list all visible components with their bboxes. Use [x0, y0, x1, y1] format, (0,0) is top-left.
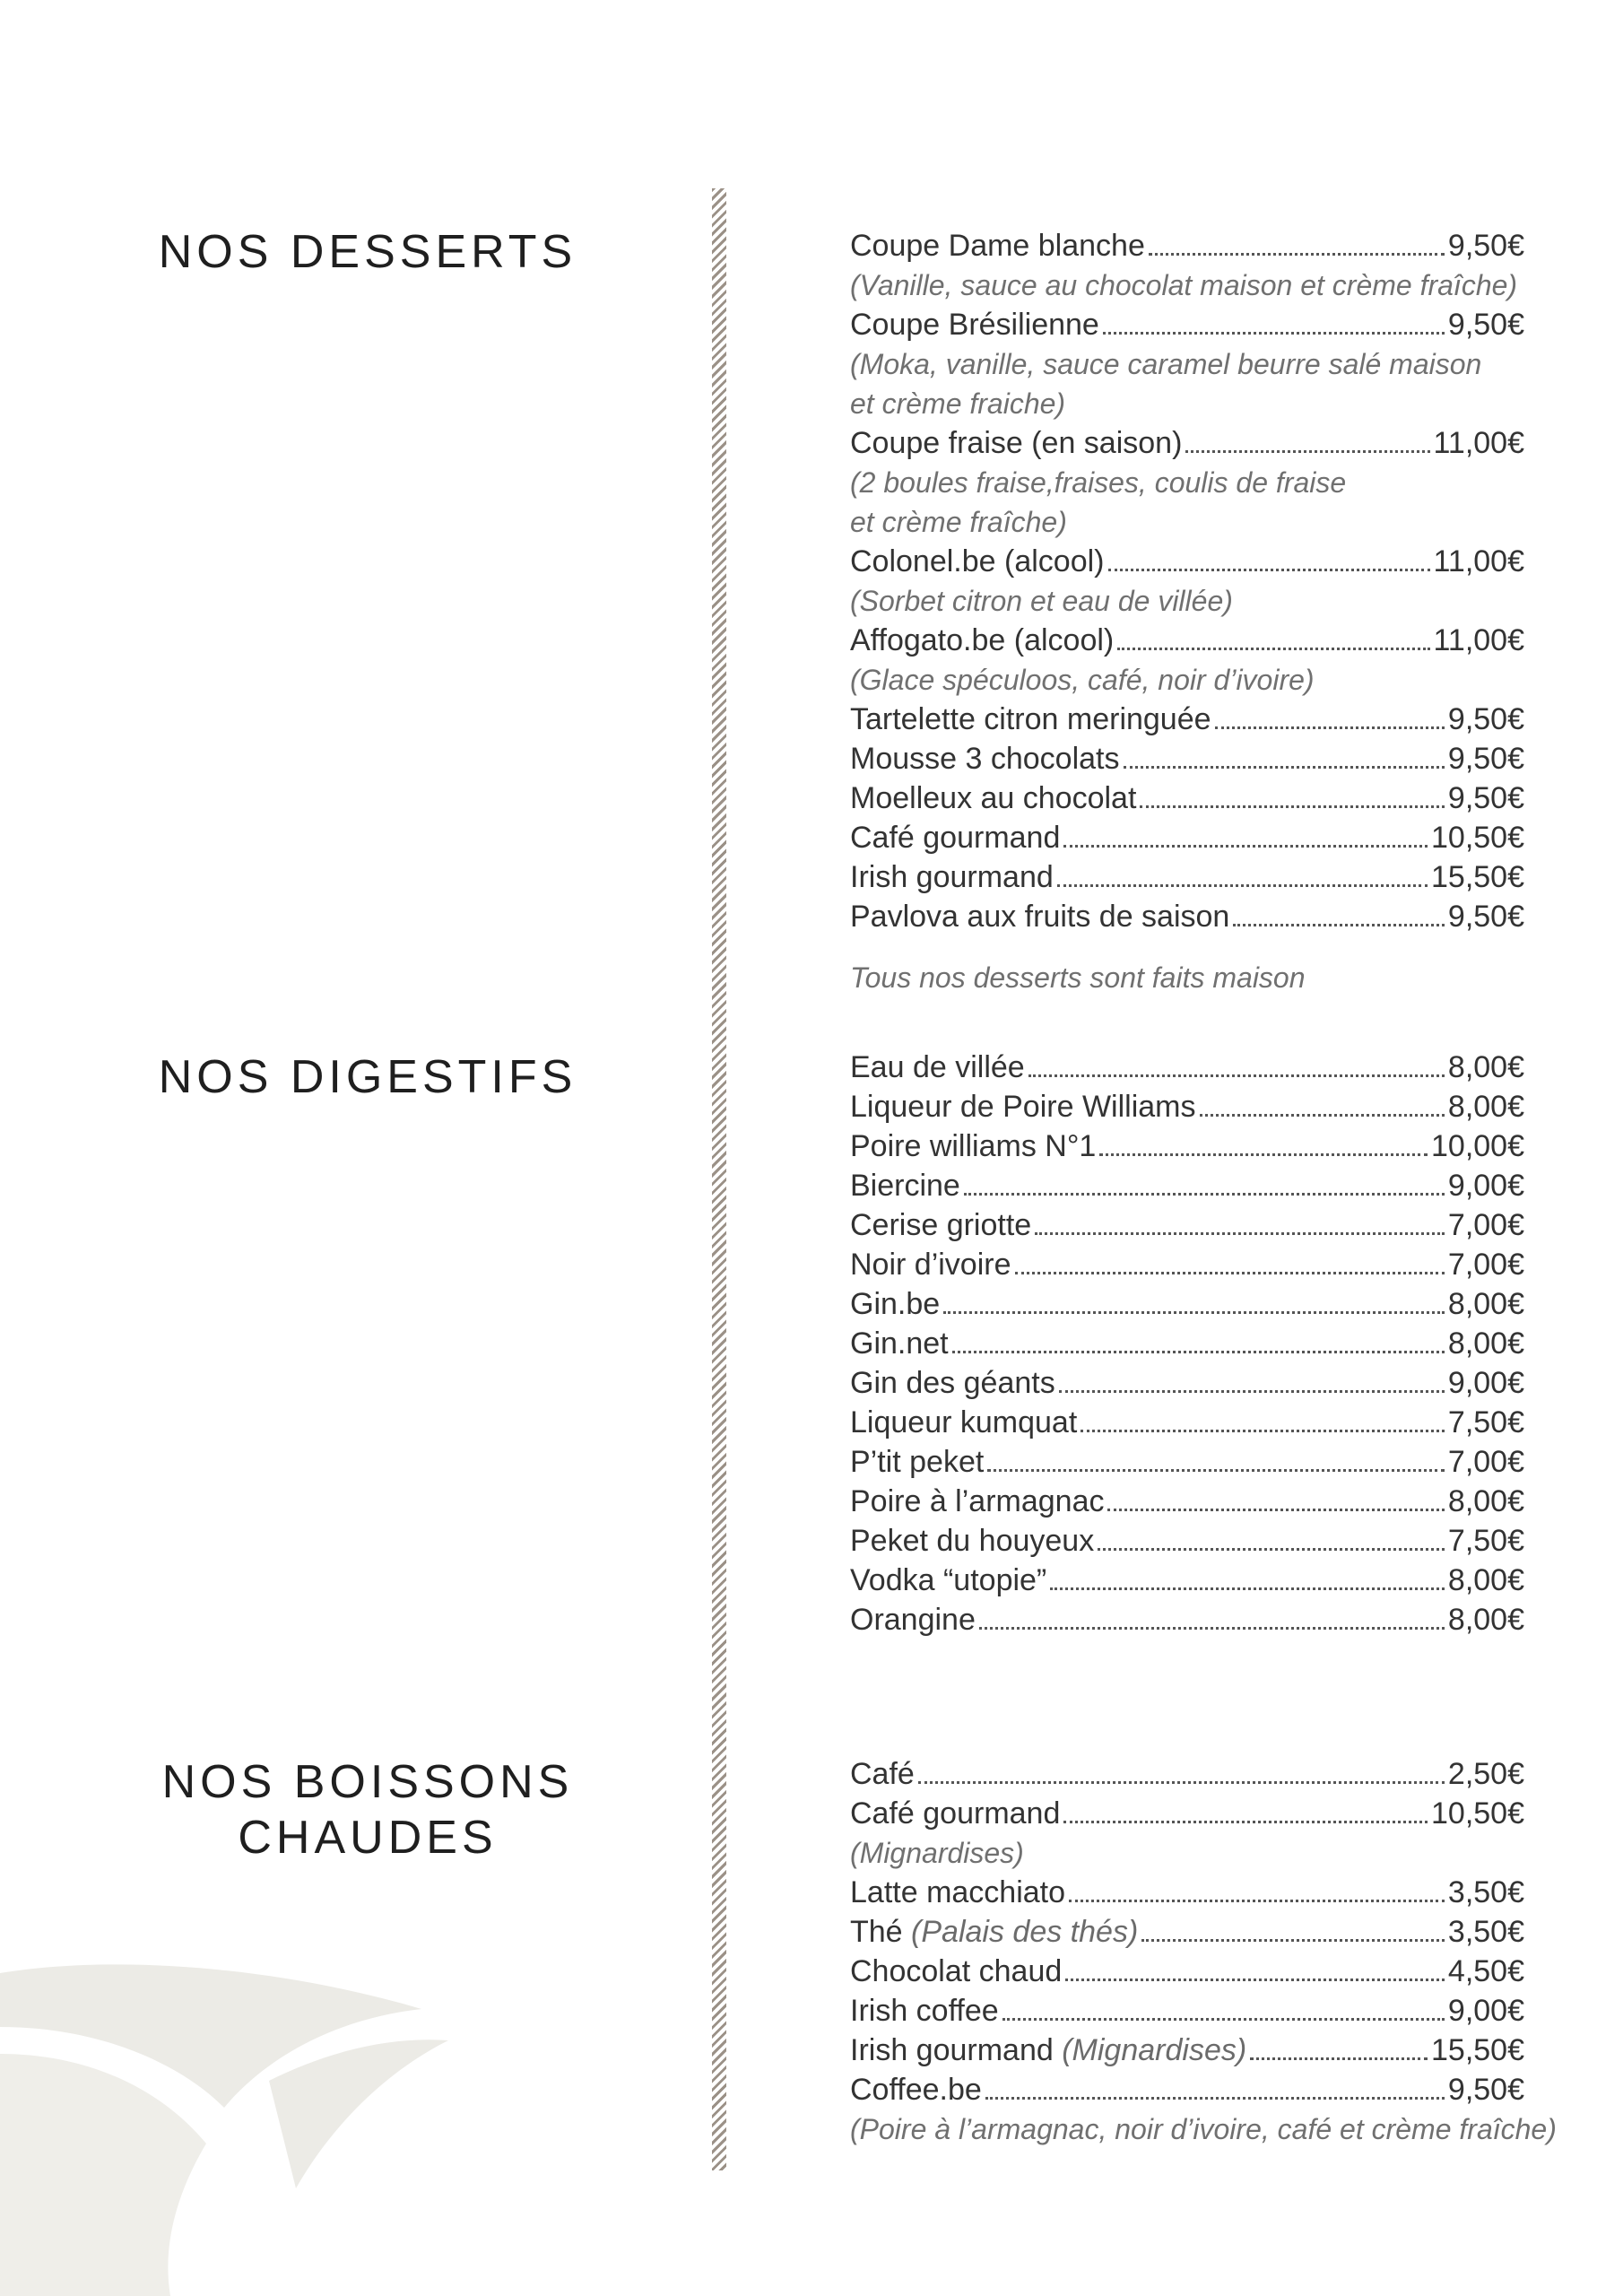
dot-leader: [943, 1284, 1445, 1314]
menu-item-name-text: Poire williams N°1: [850, 1129, 1097, 1163]
menu-item: [850, 1166, 1524, 1205]
menu-item-name: [850, 1754, 915, 1794]
menu-item-name-text: Colonel.be (alcool): [850, 544, 1105, 578]
menu-item-price: 11,00€: [1433, 544, 1524, 578]
menu-item-name-text: Cerise griotte: [850, 1208, 1032, 1242]
dot-leader: [1107, 1482, 1444, 1511]
section-title-line: CHAUDES: [238, 1812, 498, 1864]
menu-item: [850, 1521, 1524, 1561]
menu-item-name: [850, 1205, 1031, 1245]
dot-leader: [1069, 1873, 1445, 1902]
menu-item: [850, 621, 1524, 660]
dot-leader: [1063, 1794, 1428, 1823]
menu-item: [850, 2070, 1524, 2109]
menu-item-price: 8,00€: [1447, 1484, 1524, 1518]
dot-leader: [1063, 818, 1428, 848]
menu-item-name: [850, 1403, 1077, 1442]
menu-item-name-text: Irish coffee: [850, 1994, 999, 2028]
menu-item-price: 2,50€: [1447, 1757, 1524, 1791]
menu-item: [850, 857, 1524, 897]
menu-item-name: [850, 778, 1136, 818]
menu-item-name: [850, 2031, 1246, 2070]
menu-item: [850, 1205, 1524, 1245]
dot-leader: [985, 2070, 1445, 2100]
menu-item-name-text: Eau de villée: [850, 1050, 1025, 1084]
menu-item-name-text: Gin des géants: [850, 1366, 1055, 1400]
menu-item: [850, 1403, 1524, 1442]
dot-leader: [1108, 542, 1430, 571]
dot-leader: [1050, 1561, 1445, 1590]
dot-leader: [952, 1324, 1445, 1353]
menu-item-price: 9,00€: [1447, 1994, 1524, 2028]
menu-item-name: [850, 621, 1114, 660]
dot-leader: [1149, 226, 1445, 256]
menu-item-price: 11,00€: [1433, 426, 1524, 460]
desserts-list: [850, 226, 1524, 997]
dot-leader: [1250, 2031, 1428, 2060]
menu-item-name: [850, 542, 1105, 581]
menu-item: [850, 1873, 1524, 1912]
menu-item-name: [850, 423, 1182, 463]
dot-leader: [987, 1442, 1445, 1472]
menu-item-price: 8,00€: [1447, 1563, 1524, 1597]
menu-item-name: [850, 1126, 1096, 1166]
menu-item: [850, 1087, 1524, 1126]
dot-leader: [1117, 621, 1429, 650]
section-title-digestifs: NOS DIGESTIFS: [158, 1051, 577, 1103]
menu-item-price: 8,00€: [1447, 1090, 1524, 1124]
dot-leader: [1215, 700, 1445, 729]
menu-item-price: 8,00€: [1447, 1287, 1524, 1321]
menu-item-description: (2 boules fraise,fraises, coulis de fraise: [850, 466, 1347, 499]
menu-item-price: 10,50€: [1431, 821, 1524, 855]
menu-item-name-text: Gin.be: [850, 1287, 941, 1321]
menu-item-name-text: Coffee.be: [850, 2073, 982, 2107]
menu-item-description: (Mignardises): [850, 1837, 1024, 1869]
menu-item: [850, 739, 1524, 778]
menu-item-price: 3,50€: [1447, 1915, 1524, 1949]
menu-item-extra: (Palais des thés): [911, 1915, 1139, 1949]
menu-item: [850, 1754, 1524, 1794]
dot-leader: [1098, 1521, 1445, 1551]
menu-item-name: [850, 2070, 982, 2109]
dot-leader: [1002, 1991, 1445, 2021]
menu-item: [850, 1245, 1524, 1284]
menu-item-name-text: Irish gourmand: [850, 860, 1054, 894]
dot-leader: [1103, 305, 1445, 335]
menu-item-price: 8,00€: [1447, 1326, 1524, 1361]
menu-item-price: 9,50€: [1447, 742, 1524, 776]
menu-item-extra: (Mignardises): [1062, 2033, 1247, 2067]
menu-item-name-text: Vodka “utopie”: [850, 1563, 1047, 1597]
menu-item: [850, 1912, 1524, 1952]
menu-item-price: 15,50€: [1431, 860, 1524, 894]
menu-item-name-text: Coupe fraise (en saison): [850, 426, 1183, 460]
menu-item: [850, 818, 1524, 857]
dot-leader: [1233, 897, 1445, 926]
menu-item-price: 15,50€: [1431, 2033, 1524, 2067]
menu-item-description: (Poire à l’armagnac, noir d’ivoire, café et crème fraîche): [850, 2113, 1557, 2145]
menu-item-price: 7,50€: [1447, 1524, 1524, 1558]
menu-item-price: 11,00€: [1433, 623, 1524, 657]
section-note: Tous nos desserts sont faits maison: [850, 961, 1306, 994]
dot-leader: [1015, 1245, 1445, 1274]
menu-item-name-text: P’tit peket: [850, 1445, 985, 1479]
menu-item: [850, 542, 1524, 581]
menu-item-name: [850, 857, 1054, 897]
menu-item-name-text: Gin.net: [850, 1326, 949, 1361]
menu-item-name: [850, 1952, 1062, 1991]
menu-item-name: [850, 1363, 1055, 1403]
menu-item-price: 9,50€: [1447, 2073, 1524, 2107]
menu-item-name: [850, 1600, 976, 1639]
menu-item-name-text: Poire à l’armagnac: [850, 1484, 1105, 1518]
menu-item-name: [850, 897, 1229, 936]
menu-item-price: 7,00€: [1447, 1248, 1524, 1282]
menu-item-name: [850, 1561, 1046, 1600]
menu-item-name-text: Thé: [850, 1915, 903, 1949]
menu-item-price: 7,50€: [1447, 1405, 1524, 1439]
dot-leader: [1057, 857, 1428, 887]
menu-item: [850, 1600, 1524, 1639]
menu-item-name: [850, 1991, 999, 2031]
menu-item-name: [850, 1284, 940, 1324]
menu-item: [850, 1363, 1524, 1403]
section-title-line: NOS BOISSONS: [161, 1756, 574, 1808]
menu-item-name-text: Peket du houyeux: [850, 1524, 1095, 1558]
menu-item-name-text: Irish gourmand: [850, 2033, 1054, 2067]
menu-item: [850, 778, 1524, 818]
dot-leader: [1028, 1048, 1445, 1077]
menu-item: [850, 1442, 1524, 1482]
menu-item-name-text: Mousse 3 chocolats: [850, 742, 1120, 776]
menu-item-name-text: Café gourmand: [850, 821, 1061, 855]
menu-item-name: [850, 1245, 1011, 1284]
dot-leader: [1059, 1363, 1445, 1393]
menu-item-description: (Sorbet citron et eau de villée): [850, 585, 1233, 617]
menu-item-price: 10,00€: [1431, 1129, 1524, 1163]
menu-item-name-text: Moelleux au chocolat: [850, 781, 1137, 815]
menu-item-name-text: Liqueur kumquat: [850, 1405, 1078, 1439]
menu-item-price: 9,50€: [1447, 308, 1524, 342]
dot-leader: [1065, 1952, 1445, 1981]
menu-item: [850, 2031, 1524, 2070]
menu-item-price: 8,00€: [1447, 1603, 1524, 1637]
menu-item-name-text: Noir d’ivoire: [850, 1248, 1011, 1282]
menu-item: [850, 226, 1524, 265]
menu-item-name: [850, 305, 1099, 344]
menu-item: [850, 305, 1524, 344]
section-title-desserts: NOS DESSERTS: [158, 226, 577, 278]
menu-item-price: 3,50€: [1447, 1875, 1524, 1909]
menu-item-name: [850, 1048, 1025, 1087]
menu-item-price: 9,50€: [1447, 229, 1524, 263]
menu-item: [850, 1561, 1524, 1600]
menu-item-description: et crème fraîche): [850, 506, 1067, 538]
dot-leader: [1141, 1912, 1445, 1942]
menu-item: [850, 1991, 1524, 2031]
decorative-swirl-logo: [0, 1955, 466, 2296]
dot-leader: [1099, 1126, 1428, 1156]
menu-item-name: [850, 1794, 1060, 1833]
dot-leader: [1081, 1403, 1445, 1432]
section-title-boissons-chaudes: [117, 1754, 619, 1866]
menu-item-price: 8,00€: [1447, 1050, 1524, 1084]
dot-leader: [1185, 423, 1429, 453]
menu-item-name-text: Coupe Dame blanche: [850, 229, 1145, 263]
menu-item: [850, 1324, 1524, 1363]
dot-leader: [1035, 1205, 1445, 1235]
dot-leader: [918, 1754, 1445, 1784]
boissons-list: [850, 1754, 1557, 2149]
dot-leader: [1124, 739, 1445, 769]
menu-item-name: [850, 739, 1120, 778]
menu-item-name-text: Pavlova aux fruits de saison: [850, 900, 1230, 934]
dot-leader: [964, 1166, 1445, 1196]
menu-item: [850, 1284, 1524, 1324]
menu-item-price: 9,50€: [1447, 702, 1524, 736]
menu-item-name: [850, 1521, 1094, 1561]
menu-item: [850, 423, 1524, 463]
menu-item: [850, 897, 1524, 936]
menu-item-name: [850, 1087, 1196, 1126]
menu-item-name: [850, 1873, 1065, 1912]
menu-item-price: 4,50€: [1447, 1954, 1524, 1988]
menu-item-description: (Moka, vanille, sauce caramel beurre salé maison: [850, 348, 1482, 380]
menu-item-name-text: Liqueur de Poire Williams: [850, 1090, 1196, 1124]
dot-leader: [979, 1600, 1445, 1630]
menu-item-description: (Vanille, sauce au chocolat maison et crème fraîche): [850, 269, 1518, 301]
menu-item: [850, 1048, 1524, 1087]
menu-item-name: [850, 1324, 949, 1363]
menu-item: [850, 1952, 1524, 1991]
menu-item-name-text: Tartelette citron meringuée: [850, 702, 1211, 736]
menu-item-name: [850, 818, 1060, 857]
menu-item-name-text: Affogato.be (alcool): [850, 623, 1115, 657]
menu-item-name: [850, 1912, 1138, 1952]
menu-item-price: 9,50€: [1447, 900, 1524, 934]
menu-item: [850, 700, 1524, 739]
menu-item-description: (Glace spéculoos, café, noir d’ivoire): [850, 664, 1315, 696]
menu-item-name-text: Latte macchiato: [850, 1875, 1066, 1909]
dot-leader: [1200, 1087, 1445, 1117]
menu-item-price: 7,00€: [1447, 1445, 1524, 1479]
menu-item-name-text: Biercine: [850, 1169, 960, 1203]
menu-item-name: [850, 226, 1145, 265]
menu-item-name-text: Orangine: [850, 1603, 976, 1637]
menu-item-description: et crème fraiche): [850, 387, 1066, 420]
menu-item: [850, 1794, 1524, 1833]
menu-item: [850, 1126, 1524, 1166]
menu-item-price: 7,00€: [1447, 1208, 1524, 1242]
dot-leader: [1140, 778, 1444, 808]
menu-item-name: [850, 1442, 984, 1482]
menu-item-name: [850, 1166, 960, 1205]
vertical-divider: [712, 188, 726, 2170]
menu-item-price: 10,50€: [1431, 1796, 1524, 1831]
menu-item-price: 9,00€: [1447, 1366, 1524, 1400]
digestifs-list: [850, 1048, 1524, 1639]
menu-item-name-text: Coupe Brésilienne: [850, 308, 1099, 342]
menu-item-name-text: Café gourmand: [850, 1796, 1061, 1831]
menu-item-name-text: Chocolat chaud: [850, 1954, 1063, 1988]
menu-item-name: [850, 1482, 1104, 1521]
menu-item-price: 9,00€: [1447, 1169, 1524, 1203]
menu-item-price: 9,50€: [1447, 781, 1524, 815]
menu-item-name: [850, 700, 1211, 739]
menu-item-name-text: Café: [850, 1757, 915, 1791]
menu-item: [850, 1482, 1524, 1521]
